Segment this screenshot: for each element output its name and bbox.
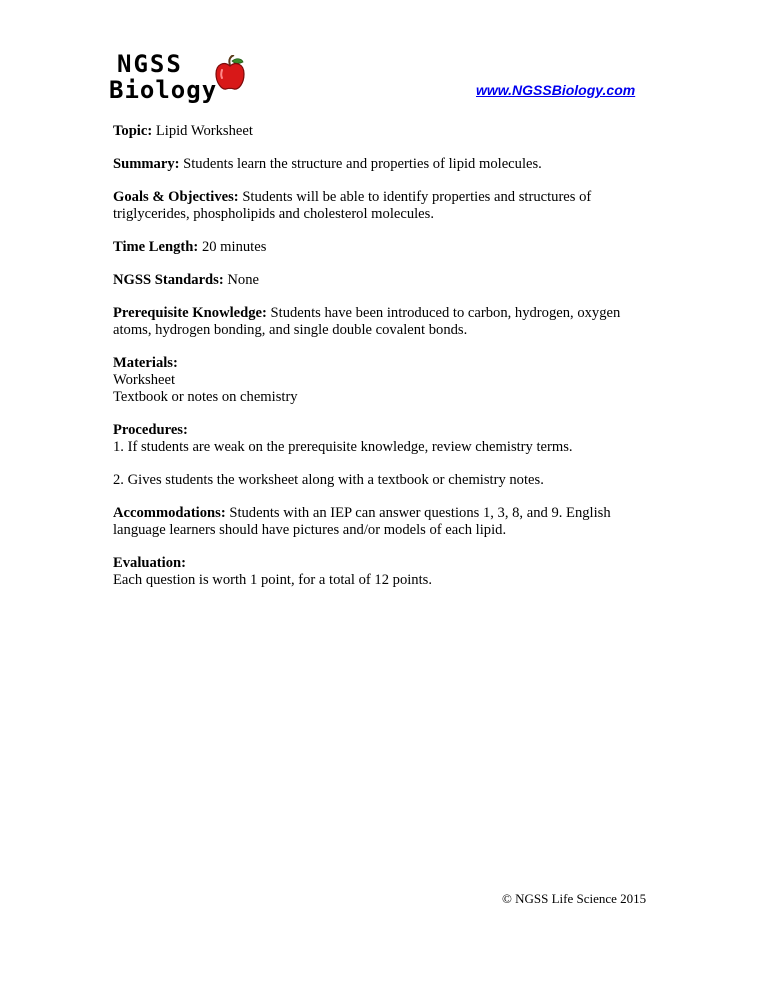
procedure-step: 1. If students are weak on the prerequisite knowledge, review chemistry terms.	[113, 439, 573, 455]
ngss-biology-logo	[109, 50, 244, 106]
time-length-label: Time Length:	[113, 239, 199, 255]
goals-section	[113, 189, 658, 223]
goals-label: Goals & Objectives:	[113, 189, 239, 205]
materials-item: Worksheet	[113, 372, 176, 388]
prerequisite-section	[113, 305, 658, 339]
procedure-step: 2. Gives students the worksheet along with a textbook or chemistry notes.	[113, 472, 544, 488]
materials-label: Materials:	[113, 355, 178, 371]
evaluation-section	[113, 555, 658, 589]
summary-section	[113, 156, 658, 173]
time-length-section	[113, 239, 658, 256]
accommodations-label: Accommodations:	[113, 505, 226, 521]
evaluation-label: Evaluation:	[113, 555, 186, 571]
lesson-plan-body	[113, 123, 658, 605]
ngss-standards-section	[113, 272, 658, 289]
logo-text-ngss: NGSS	[117, 50, 183, 78]
evaluation-value: Each question is worth 1 point, for a total of 12 points.	[113, 572, 432, 588]
materials-item: Textbook or notes on chemistry	[113, 389, 298, 405]
ngss-standards-label: NGSS Standards:	[113, 272, 224, 288]
goals-value: Students will be able to identify properties and structures of triglycerides, phospholipids and cholesterol molecules.	[113, 189, 592, 222]
accommodations-section	[113, 505, 658, 539]
materials-section	[113, 355, 658, 406]
procedures-step-2	[113, 472, 658, 489]
procedures-section	[113, 422, 658, 456]
summary-label: Summary:	[113, 156, 180, 172]
topic-section	[113, 123, 658, 140]
prerequisite-value: Students have been introduced to carbon, hydrogen, oxygen atoms, hydrogen bonding, and single double covalent bonds.	[113, 305, 621, 338]
apple-icon	[215, 55, 245, 91]
accommodations-value: Students with an IEP can answer questions 1, 3, 8, and 9. English language learners should have pictures and/or models of each lipid.	[113, 505, 611, 538]
time-length-value: 20 minutes	[201, 239, 267, 255]
ngss-standards-value: None	[227, 272, 259, 288]
logo-text-biology: Biology	[109, 76, 218, 104]
topic-value: Lipid Worksheet	[155, 123, 253, 139]
copyright-footer: © NGSS Life Science 2015	[502, 891, 647, 906]
prerequisite-label: Prerequisite Knowledge:	[113, 305, 267, 321]
website-link[interactable]: www.NGSSBiology.com	[476, 82, 636, 98]
topic-label: Topic:	[113, 123, 153, 139]
procedures-label: Procedures:	[113, 422, 188, 438]
summary-value: Students learn the structure and properties of lipid molecules.	[183, 156, 542, 172]
